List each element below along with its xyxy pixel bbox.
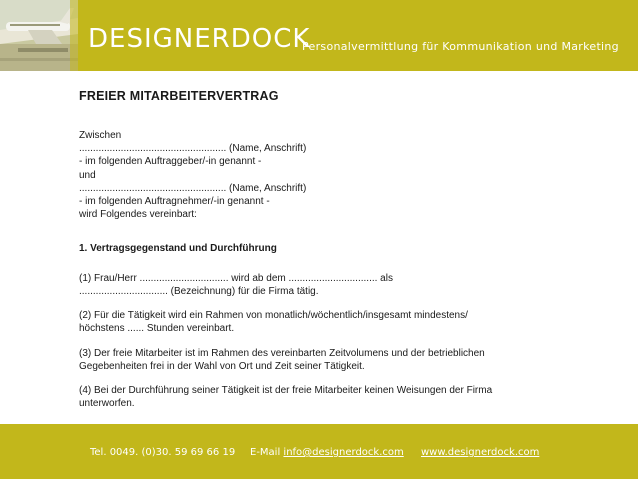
footer-email	[250, 447, 404, 459]
paragraph-1	[79, 272, 393, 298]
airplane-photo	[0, 0, 78, 71]
header-band	[0, 0, 638, 71]
paragraph-line: (4) Bei der Durchführung seiner Tätigkeit ist der freie Mitarbeiter keinen Weisungen der Firma	[79, 385, 493, 396]
paragraph-line: Gegebenheiten frei in der Wahl von Ort und Zeit seiner Tätigkeit.	[79, 361, 365, 373]
parties-line: wird Folgendes vereinbart:	[79, 209, 197, 221]
paragraph-line: (2) Für die Tätigkeit wird ein Rahmen von monatlich/wöchentlich/insgesamt mindestens/	[79, 310, 468, 321]
parties-block	[79, 129, 306, 221]
email-link[interactable]: info@designerdock.com	[283, 447, 404, 458]
brand-tagline: Personalvermittlung für Kommunikation und Marketing	[302, 40, 619, 53]
paragraph-4	[79, 384, 492, 410]
footer-phone: Tel. 0049. (0)30. 59 69 66 19	[90, 447, 236, 458]
website-link[interactable]: www.designerdock.com	[421, 447, 540, 458]
paragraph-line: höchstens ...... Stunden vereinbart.	[79, 323, 235, 335]
parties-line: Zwischen	[79, 130, 122, 141]
paragraph-line: (1) Frau/Herr ................................ wird ab dem ................................ als	[79, 273, 393, 284]
paragraph-line: unterworfen.	[79, 398, 135, 410]
document-title: FREIER MITARBEITERVERTRAG	[79, 89, 279, 103]
parties-line: ..................................................... (Name, Anschrift)	[79, 182, 307, 194]
parties-line: - im folgenden Auftragnehmer/-in genannt -	[79, 196, 270, 208]
parties-line: - im folgenden Auftraggeber/-in genannt -	[79, 156, 262, 168]
footer-website	[421, 447, 539, 459]
parties-line: ..................................................... (Name, Anschrift)	[79, 143, 307, 155]
paragraph-line: ................................ (Bezeichnung) für die Firma tätig.	[79, 286, 319, 298]
paragraph-line: (3) Der freie Mitarbeiter ist im Rahmen des vereinbarten Zeitvolumens und der betrieblichen	[79, 348, 485, 359]
paragraph-2	[79, 309, 468, 335]
section-heading: 1. Vertragsgegenstand und Durchführung	[79, 243, 277, 254]
paragraph-3	[79, 347, 485, 373]
parties-line: und	[79, 169, 96, 181]
footer-email-prefix: E-Mail	[250, 447, 284, 458]
brand-logo-text: DESIGNERDOCK	[88, 24, 311, 54]
